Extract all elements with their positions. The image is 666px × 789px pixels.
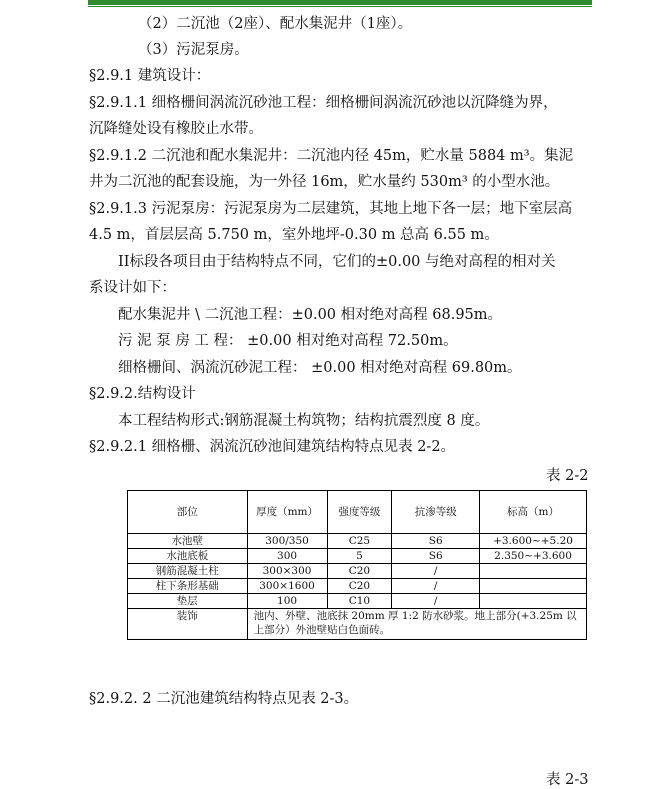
paragraph-line: §2.9.1.2 二沉池和配水集泥井：二沉池内径 45m，贮水量 5884 m³。集泥 xyxy=(89,148,574,164)
table-cell: 300 xyxy=(247,549,327,564)
table-row xyxy=(128,579,587,594)
table-row xyxy=(128,534,587,549)
table-cell: 垫层 xyxy=(128,594,248,609)
section-heading-2-9-2: §2.9.2.结构设计 xyxy=(89,386,196,402)
column-header: 抗渗等级 xyxy=(392,491,480,534)
paragraph-line: II标段各项目由于结构特点不同，它们的±0.00 与绝对高程的相对关 xyxy=(118,254,556,270)
table-cell: 300/350 xyxy=(247,534,327,549)
table-cell: 100 xyxy=(247,594,327,609)
table-cell: 钢筋混凝土柱 xyxy=(128,564,248,579)
table-cell: +3.600~+5.20 xyxy=(480,534,587,549)
table-cell: 水池底板 xyxy=(128,549,248,564)
table-cell: / xyxy=(392,594,480,609)
table-cell: 装饰 xyxy=(128,609,248,640)
table-caption: 表 2-3 xyxy=(546,772,589,788)
table-cell: 300×300 xyxy=(247,564,327,579)
header-rule xyxy=(88,0,592,5)
table-row-decoration xyxy=(128,609,587,640)
column-header: 强度等级 xyxy=(327,491,392,534)
table-cell: S6 xyxy=(392,534,480,549)
paragraph-line: 系设计如下： xyxy=(89,280,176,296)
list-item-2: （2）二沉池（2座）、配水集泥井（1座）。 xyxy=(138,16,413,32)
section-heading-2-9-1: §2.9.1 建筑设计： xyxy=(89,68,211,84)
table-cell: 300×1600 xyxy=(247,579,327,594)
table-header-row xyxy=(128,491,587,534)
paragraph-line: §2.9.2. 2 二沉池建筑结构特点见表 2-3。 xyxy=(89,691,359,707)
table-cell: / xyxy=(392,564,480,579)
elevation-line: 配水集泥井 \ 二沉池工程：±0.00 相对绝对高程 68.95m。 xyxy=(118,307,503,323)
column-header: 厚度（mm） xyxy=(247,491,327,534)
column-header: 部位 xyxy=(128,491,248,534)
table-cell xyxy=(480,564,587,579)
table-cell: 柱下条形基础 xyxy=(128,579,248,594)
table-row xyxy=(128,594,587,609)
table-cell: / xyxy=(392,579,480,594)
paragraph-line: §2.9.1.1 细格栅间涡流沉砂池工程：细格栅间涡流沉砂池以沉降缝为界， xyxy=(89,95,558,111)
paragraph-line: 4.5 m，首层层高 5.750 m，室外地坪-0.30 m 总高 6.55 m。 xyxy=(89,227,499,243)
table-cell: C20 xyxy=(327,564,392,579)
table-caption: 表 2-2 xyxy=(546,468,589,484)
table-cell: 水池壁 xyxy=(128,534,248,549)
table-cell: C10 xyxy=(327,594,392,609)
list-item-3: （3）污泥泵房。 xyxy=(138,42,249,58)
table-row xyxy=(128,549,587,564)
table-cell: C20 xyxy=(327,579,392,594)
paragraph-line: 井为二沉池的配套设施，为一外径 16m，贮水量约 530m³ 的小型水池。 xyxy=(89,174,560,190)
table-cell: 2.350~+3.600 xyxy=(480,549,587,564)
table-cell-decoration-text: 池内、外壁、池底抹 20mm 厚 1:2 防水砂浆。地上部分(+3.25m 以上部分）外池壁贴白色面砖。 xyxy=(247,609,586,640)
table-cell: 5 xyxy=(327,549,392,564)
column-header: 标高（m） xyxy=(480,491,587,534)
paragraph-line: 沉降缝处设有橡胶止水带。 xyxy=(89,121,263,137)
elevation-line: 污 泥 泵 房 工 程： ±0.00 相对绝对高程 72.50m。 xyxy=(118,333,458,349)
table-cell: S6 xyxy=(392,549,480,564)
header-rule-thin xyxy=(88,6,592,7)
elevation-line: 细格栅间、涡流沉砂泥工程： ±0.00 相对绝对高程 69.80m。 xyxy=(118,360,522,376)
structure-table xyxy=(127,490,587,640)
table-cell xyxy=(480,579,587,594)
paragraph-line: §2.9.1.3 污泥泵房：污泥泵房为二层建筑，其地上地下各一层；地下室层高 xyxy=(89,201,573,217)
paragraph-line: 本工程结构形式:钢筋混凝土构筑物；结构抗震烈度 8 度。 xyxy=(118,413,490,429)
table-cell xyxy=(480,594,587,609)
table-row xyxy=(128,564,587,579)
paragraph-line: §2.9.2.1 细格栅、涡流沉砂池间建筑结构特点见表 2-2。 xyxy=(89,439,456,455)
table-cell: C25 xyxy=(327,534,392,549)
